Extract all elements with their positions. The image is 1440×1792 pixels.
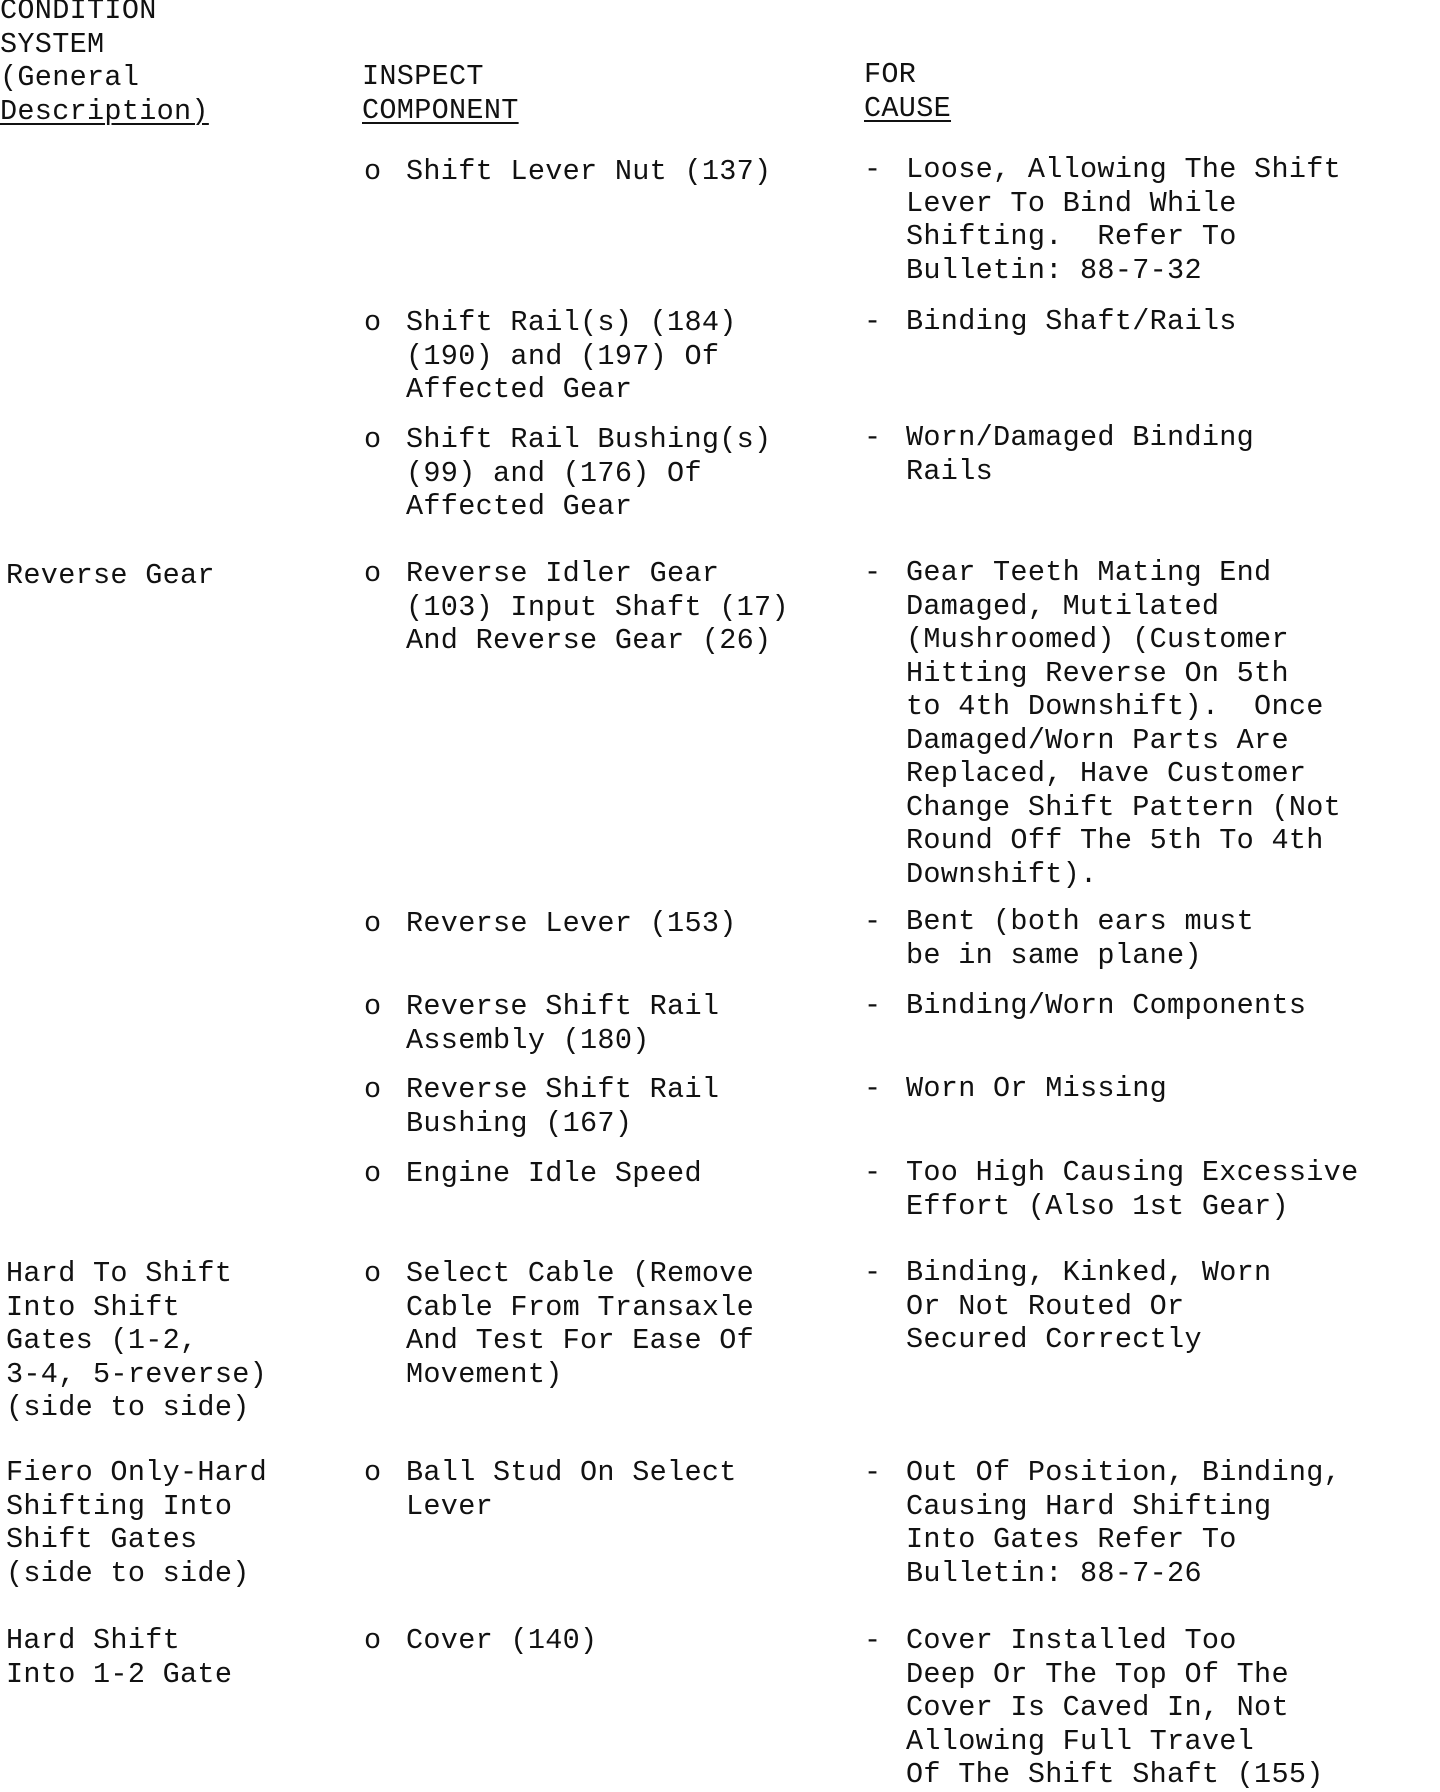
cause-line: Effort (Also 1st Gear) (906, 1189, 1289, 1223)
bullet-marker: o (364, 1073, 382, 1106)
component-line: And Test For Ease Of (406, 1324, 755, 1357)
cause-line: Into Gates Refer To (906, 1523, 1237, 1556)
cause-line: (Mushroomed) (Customer (906, 623, 1289, 656)
cause-line: Lever To Bind While (906, 186, 1237, 220)
cause-line: Out Of Position, Binding, (906, 1456, 1342, 1489)
component-entry (364, 1257, 754, 1391)
component-line: Shift Rail Bushing(s) (406, 423, 772, 456)
condition-line: Reverse Gear (6, 559, 215, 592)
dash-marker: - (864, 556, 882, 589)
bullet-marker: o (364, 990, 382, 1023)
bullet-marker: o (364, 423, 382, 456)
header-condition-line: SYSTEM (0, 27, 105, 61)
component-line: Affected Gear (406, 373, 633, 406)
bullet-marker: o (364, 1257, 382, 1290)
cause-entry (864, 989, 1306, 1023)
cause-entry (864, 153, 1341, 287)
header-condition-line: CONDITION (0, 0, 157, 27)
cause-line: Cover Installed Too (906, 1624, 1237, 1657)
condition-line: Shift Gates (6, 1523, 198, 1556)
bullet-marker: o (364, 1456, 382, 1489)
dash-marker: - (864, 1624, 882, 1657)
component-line: Select Cable (Remove (406, 1257, 755, 1290)
condition-line: Hard Shift (6, 1624, 181, 1657)
cause-entry (864, 1156, 1358, 1223)
cause-line: Worn/Damaged Binding (906, 421, 1255, 454)
cause-line: to 4th Downshift). Once (906, 690, 1324, 723)
cause-entry (864, 556, 1341, 891)
cause-entry (864, 421, 1254, 488)
condition-entry (6, 1624, 232, 1691)
component-entry (364, 306, 737, 407)
cause-line: Replaced, Have Customer (906, 757, 1307, 790)
cause-line: Worn Or Missing (906, 1072, 1168, 1105)
condition-line: Into Shift (6, 1290, 181, 1324)
component-entry (364, 423, 771, 524)
cause-line: Damaged/Worn Parts Are (906, 723, 1289, 757)
bullet-marker: o (364, 1624, 382, 1657)
cause-line: Bulletin: 88-7-26 (906, 1556, 1202, 1590)
cause-line: be in same plane) (906, 938, 1202, 972)
cause-line: Allowing Full Travel (906, 1724, 1255, 1758)
component-line: Assembly (180) (406, 1023, 650, 1057)
cause-line: Hitting Reverse On 5th (906, 656, 1289, 690)
bullet-marker: o (364, 557, 382, 590)
dash-marker: - (864, 1156, 882, 1189)
component-line: (190) and (197) Of (406, 339, 720, 373)
dash-marker: - (864, 1456, 882, 1489)
component-line: Bushing (167) (406, 1106, 633, 1140)
component-line: Cable From Transaxle (406, 1290, 755, 1324)
component-line: Affected Gear (406, 490, 633, 523)
cause-line: Damaged, Mutilated (906, 589, 1220, 623)
cause-entry (864, 905, 1254, 972)
bullet-marker: o (364, 1157, 382, 1190)
cause-line: Binding, Kinked, Worn (906, 1256, 1272, 1289)
cause-line: Loose, Allowing The Shift (906, 153, 1342, 186)
condition-line: (side to side) (6, 1556, 250, 1590)
condition-column-header (0, 0, 209, 128)
cause-line: Bulletin: 88-7-32 (906, 253, 1202, 287)
component-entry (364, 1073, 719, 1140)
component-entry (364, 1624, 597, 1658)
header-inspect-line: INSPECT (362, 60, 484, 93)
component-line: Reverse Shift Rail (406, 1073, 720, 1106)
cause-entry (864, 1072, 1167, 1106)
component-line: Lever (406, 1489, 494, 1523)
condition-line: Shifting Into (6, 1489, 233, 1523)
cause-line: Cover Is Caved In, Not (906, 1691, 1289, 1724)
component-line: Reverse Idler Gear (406, 557, 720, 590)
cause-line: Of The Shift Shaft (155) (906, 1758, 1324, 1791)
header-condition-line: (General (0, 61, 140, 94)
condition-line: 3-4, 5-reverse) (6, 1357, 268, 1391)
condition-line: Fiero Only-Hard (6, 1456, 268, 1489)
cause-line: Rails (906, 454, 994, 488)
component-line: Ball Stud On Select (406, 1456, 737, 1489)
cause-line: Change Shift Pattern (Not (906, 790, 1342, 824)
cause-line: Round Off The 5th To 4th (906, 824, 1324, 857)
cause-entry (864, 1624, 1324, 1792)
component-line: Reverse Shift Rail (406, 990, 720, 1023)
dash-marker: - (864, 905, 882, 938)
dash-marker: - (864, 421, 882, 454)
header-cause-line: CAUSE (864, 91, 952, 125)
component-entry (364, 990, 719, 1057)
bullet-marker: o (364, 306, 382, 339)
component-entry (364, 557, 789, 658)
condition-line: (side to side) (6, 1391, 250, 1424)
component-line: Reverse Lever (153) (406, 907, 737, 940)
component-entry (364, 907, 737, 941)
cause-line: Causing Hard Shifting (906, 1489, 1272, 1523)
dash-marker: - (864, 989, 882, 1022)
cause-line: Gear Teeth Mating End (906, 556, 1272, 589)
cause-line: Deep Or The Top Of The (906, 1657, 1289, 1691)
cause-line: Bent (both ears must (906, 905, 1255, 938)
dash-marker: - (864, 1256, 882, 1289)
condition-entry (6, 559, 215, 593)
component-line: Engine Idle Speed (406, 1157, 702, 1190)
condition-line: Hard To Shift (6, 1257, 233, 1290)
header-cause-line: FOR (864, 58, 917, 91)
cause-line: Secured Correctly (906, 1323, 1202, 1356)
cause-column-header (864, 58, 951, 125)
component-line: (99) and (176) Of (406, 456, 702, 490)
condition-entry (6, 1257, 267, 1425)
component-line: Cover (140) (406, 1624, 598, 1657)
component-line: Movement) (406, 1357, 563, 1391)
dash-marker: - (864, 1072, 882, 1105)
cause-line: Or Not Routed Or (906, 1289, 1185, 1323)
bullet-marker: o (364, 155, 382, 188)
cause-entry (864, 305, 1237, 339)
dash-marker: - (864, 305, 882, 338)
component-entry (364, 1157, 702, 1191)
component-line: And Reverse Gear (26) (406, 624, 772, 657)
condition-entry (6, 1456, 267, 1590)
component-line: Shift Lever Nut (137) (406, 155, 772, 188)
bullet-marker: o (364, 907, 382, 940)
cause-line: Too High Causing Excessive (906, 1156, 1359, 1189)
cause-entry (864, 1456, 1341, 1590)
cause-line: Downshift). (906, 857, 1098, 891)
cause-line: Shifting. Refer To (906, 220, 1237, 253)
component-entry (364, 155, 771, 189)
inspect-column-header (362, 60, 519, 127)
component-line: (103) Input Shaft (17) (406, 590, 789, 624)
condition-line: Gates (1-2, (6, 1324, 198, 1357)
component-line: Shift Rail(s) (184) (406, 306, 737, 339)
cause-entry (864, 1256, 1271, 1357)
cause-line: Binding Shaft/Rails (906, 305, 1237, 338)
component-entry (364, 1456, 737, 1523)
header-inspect-line: COMPONENT (362, 93, 519, 127)
condition-line: Into 1-2 Gate (6, 1657, 233, 1691)
cause-line: Binding/Worn Components (906, 989, 1307, 1022)
header-condition-line: Description) (0, 94, 209, 128)
dash-marker: - (864, 153, 882, 186)
